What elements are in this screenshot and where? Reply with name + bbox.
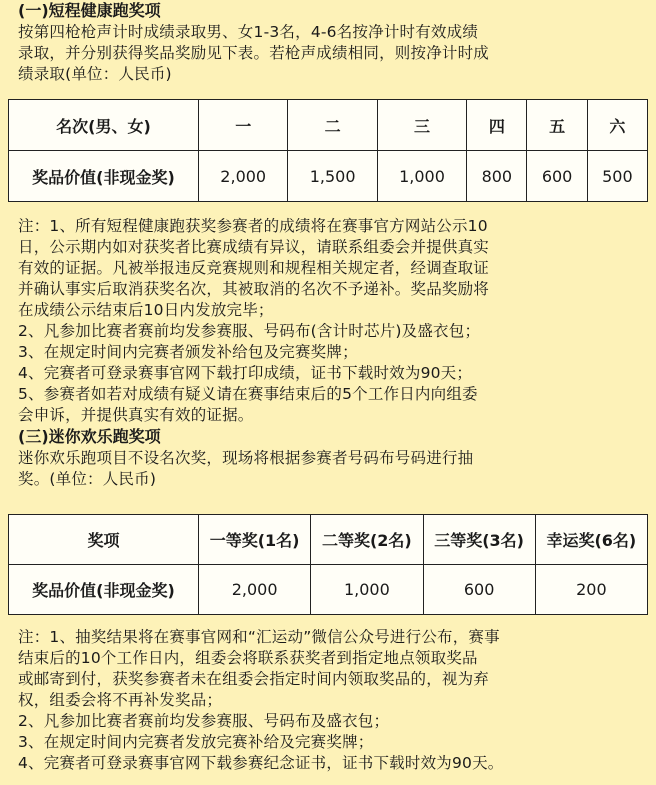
note-line: 在成绩公示结束后10日内发放完毕；: [18, 301, 274, 319]
header-label: 名次(男、女): [9, 100, 199, 151]
note-line: 2、凡参加比赛者赛前均发参赛服、号码布(含计时芯片)及盛衣包；: [18, 322, 481, 340]
prize-column-header: 二等奖(2名): [311, 515, 423, 565]
header-label: 奖项: [9, 515, 199, 565]
prize-value-cell: 800: [467, 151, 527, 202]
note-line: 4、完赛者可登录赛事官网下载参赛纪念证书，证书下载时效为90天。: [18, 754, 504, 772]
lottery-prize-table: [8, 514, 648, 615]
intro-line: 迷你欢乐跑项目不设名次奖，现场将根据参赛者号码布号码进行抽: [18, 449, 474, 467]
prize-column-header: 三等奖(3名): [423, 515, 535, 565]
rank-column-header: 六: [587, 100, 647, 151]
section3-intro: [0, 448, 656, 490]
prize-value-cell: 600: [423, 565, 535, 615]
note-line: 并确认事实后取消获奖名次，其被取消的名次不予递补。奖品奖励将: [18, 280, 490, 298]
table-row: [9, 151, 648, 202]
rank-column-header: 三: [377, 100, 466, 151]
intro-line: 录取，并分别获得奖品奖励见下表。若枪声成绩相同，则按净计时成: [18, 44, 490, 62]
prize-value-cell: 1,000: [377, 151, 466, 202]
ranking-prize-table: [8, 99, 648, 202]
prize-value-cell: 600: [527, 151, 587, 202]
prize-value-cell: 2,000: [199, 151, 288, 202]
note-line: 有效的证据。凡被举报违反竞赛规则和规程相关规定者，经调查取证: [18, 259, 490, 277]
prize-column-header: 一等奖(1名): [199, 515, 311, 565]
intro-line: 按第四枪枪声计时成绩录取男、女1-3名，4-6名按净计时有效成绩: [18, 23, 479, 41]
note-line: 3、在规定时间内完赛者颁发补给包及完赛奖牌；: [18, 343, 358, 361]
note-line: 3、在规定时间内完赛者发放完赛补给及完赛奖牌；: [18, 733, 374, 751]
section3-notes: [0, 627, 656, 774]
prize-column-header: 幸运奖(6名): [535, 515, 647, 565]
note-line: 结束后的10个工作日内，组委会将联系获奖者到指定地点领取奖品: [18, 649, 478, 667]
note-line: 权，组委会将不再补发奖品；: [18, 691, 223, 709]
rank-column-header: 一: [199, 100, 288, 151]
note-line: 或邮寄到付，获奖参赛者未在组委会指定时间内领取奖品的，视为弃: [18, 670, 490, 688]
table-header-row: [9, 100, 648, 151]
prize-value-cell: 500: [587, 151, 647, 202]
prize-value-cell: 1,000: [311, 565, 423, 615]
prize-value-cell: 200: [535, 565, 647, 615]
note-line: 日，公示期内如对获奖者比赛成绩有异议，请联系组委会并提供真实: [18, 238, 490, 256]
note-line: 4、完赛者可登录赛事官网下载打印成绩，证书下载时效为90天；: [18, 364, 473, 382]
intro-line: 绩录取(单位：人民币): [18, 65, 172, 83]
prize-value-cell: 2,000: [199, 565, 311, 615]
section1-heading: (一)短程健康跑奖项: [18, 1, 161, 20]
note-line: 2、凡参加比赛者赛前均发参赛服、号码布及盛衣包；: [18, 712, 390, 730]
note-line: 5、参赛者如若对成绩有疑义请在赛事结束后的5个工作日内向组委: [18, 385, 478, 403]
table-row: [9, 565, 648, 615]
section3-heading: (三)迷你欢乐跑奖项: [18, 427, 161, 446]
rank-column-header: 四: [467, 100, 527, 151]
row-label: 奖品价值(非现金奖): [9, 565, 199, 615]
section1-notes: [0, 216, 656, 426]
row-label: 奖品价值(非现金奖): [9, 151, 199, 202]
prize-value-cell: 1,500: [288, 151, 377, 202]
note-line: 注：1、抽奖结果将在赛事官网和“汇运动”微信公众号进行公布，赛事: [18, 628, 500, 646]
rank-column-header: 二: [288, 100, 377, 151]
rank-column-header: 五: [527, 100, 587, 151]
section1-intro: [0, 22, 656, 85]
intro-line: 奖。(单位：人民币): [18, 470, 157, 488]
note-line: 注：1、所有短程健康跑获奖参赛者的成绩将在赛事官方网站公示10: [18, 217, 488, 235]
table-header-row: [9, 515, 648, 565]
note-line: 会申诉，并提供真实有效的证据。: [18, 406, 254, 424]
